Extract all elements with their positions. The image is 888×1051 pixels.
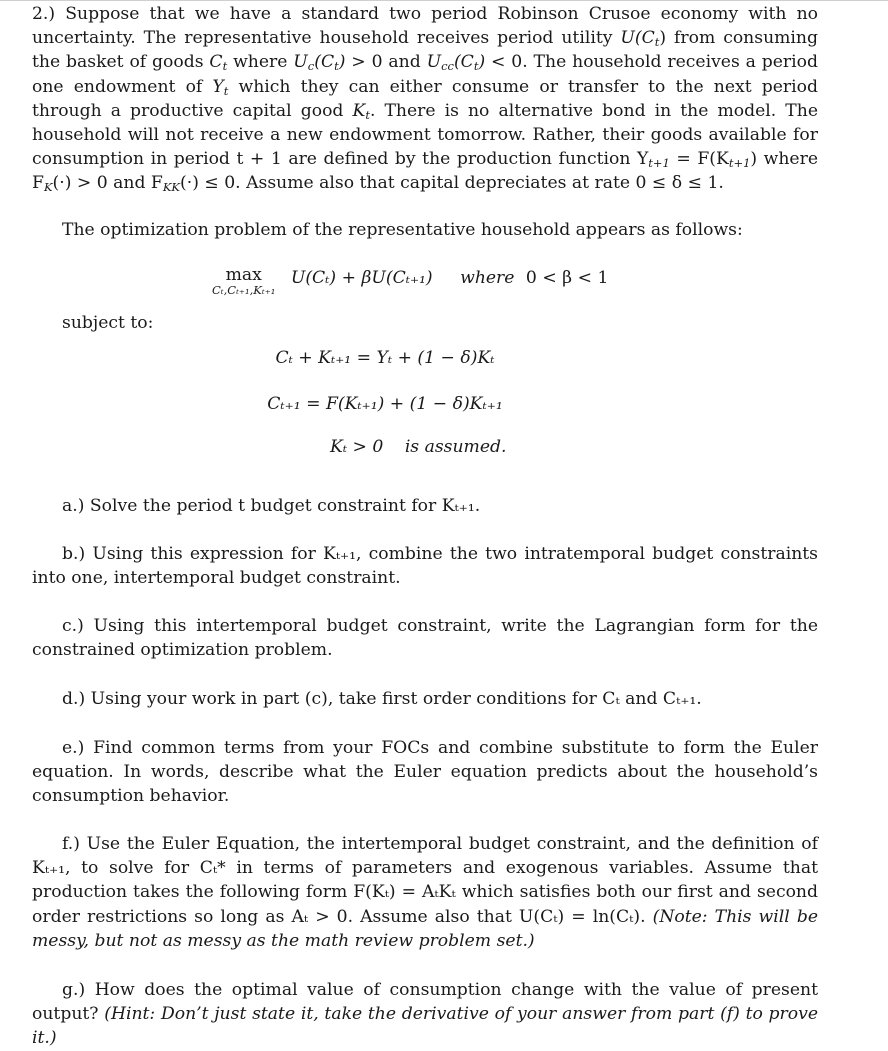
max-subscript: Cₜ,Cₜ₊₁,Kₜ₊₁ [212,283,276,297]
constraint-capital-positive: Kₜ > 0 is assumed. [330,437,507,457]
where-word: where [460,268,515,288]
objective-function [212,266,608,296]
subject-to-label: subject to: [62,313,154,333]
objective-expression: U(Cₜ) + βU(Cₜ₊₁) [290,268,433,288]
part-c: c.) Using this intertemporal budget constraint, write the Lagrangian form for the constrained optimization problem. [32,616,818,661]
part-g-hint: (Hint: Don’t just state it, take the derivative of your answer from part (f) to prove it.) [32,1004,819,1049]
max-operator: max [225,265,262,285]
constraint-period-t: Cₜ + Kₜ₊₁ = Yₜ + (1 − δ)Kₜ [275,348,495,368]
constraint-period-t1: Cₜ₊₁ = F(Kₜ₊₁) + (1 − δ)Kₜ₊₁ [267,394,503,414]
part-f: f.) Use the Euler Equation, the intertemporal budget constraint, and the definition of Kₜ₊₁, to solve for Cₜ* in terms of parameters and exogenous variables. Assume that production takes the following form F(Kₜ) = AₜKₜ which satisfies both our first and second order restrictions so long as Aₜ > 0. Assume also that U(Cₜ) = ln(Cₜ). (Note: This will be messy, but not as messy as the math review problem set.) [32,834,818,951]
part-d: d.) Using your work in part (c), take first order conditions for Cₜ and Cₜ₊₁. [62,689,702,709]
optimization-intro: The optimization problem of the representative household appears as follows: [62,220,743,240]
part-g: g.) How does the optimal value of consumption change with the value of present output? (Hint: Don’t just state it, take the derivative of your answer from part (f) to prove it.) [32,980,819,1049]
top-border [0,0,888,1]
part-f-note: (Note: This will be messy, but not as messy as the math review problem set.) [32,906,818,951]
problem-intro: 2.) Suppose that we have a standard two period Robinson Crusoe economy with no uncertainty. The representative household receives period utility $U(C_t)$ from consuming the basket of goods $C_t$ where $U_c(C_t) > 0$ and $U_{cc}(C_t) < 0$. The household receives a period one endowment of $Y_t$ which they can either consume or transfer to the next period through a productive capital good $K_t$. There is no alternative bond in the model. The household will not receive a new endowment tomorrow. Rather, their goods available for consumption in period t + 1 are defined by the production function $Y_{t+1} = F(K_{t+1})$ where $F_K(\cdot) > 0$ and $F_{KK}(\cdot) \le 0$. Assume also that capital depreciates at rate 0 ≤ δ ≤ 1. [32,4,819,195]
part-e: e.) Find common terms from your FOCs and combine substitute to form the Euler equation. In words, describe what the Euler equation predicts about the household’s consumption behavior. [32,738,818,807]
part-a: a.) Solve the period t budget constraint for Kₜ₊₁. [62,496,481,516]
part-b: b.) Using this expression for Kₜ₊₁, combine the two intratemporal budget constraints into one, intertemporal budget constraint. [32,544,818,589]
beta-condition: 0 < β < 1 [525,268,609,288]
problem-number: 2.) [32,4,56,24]
